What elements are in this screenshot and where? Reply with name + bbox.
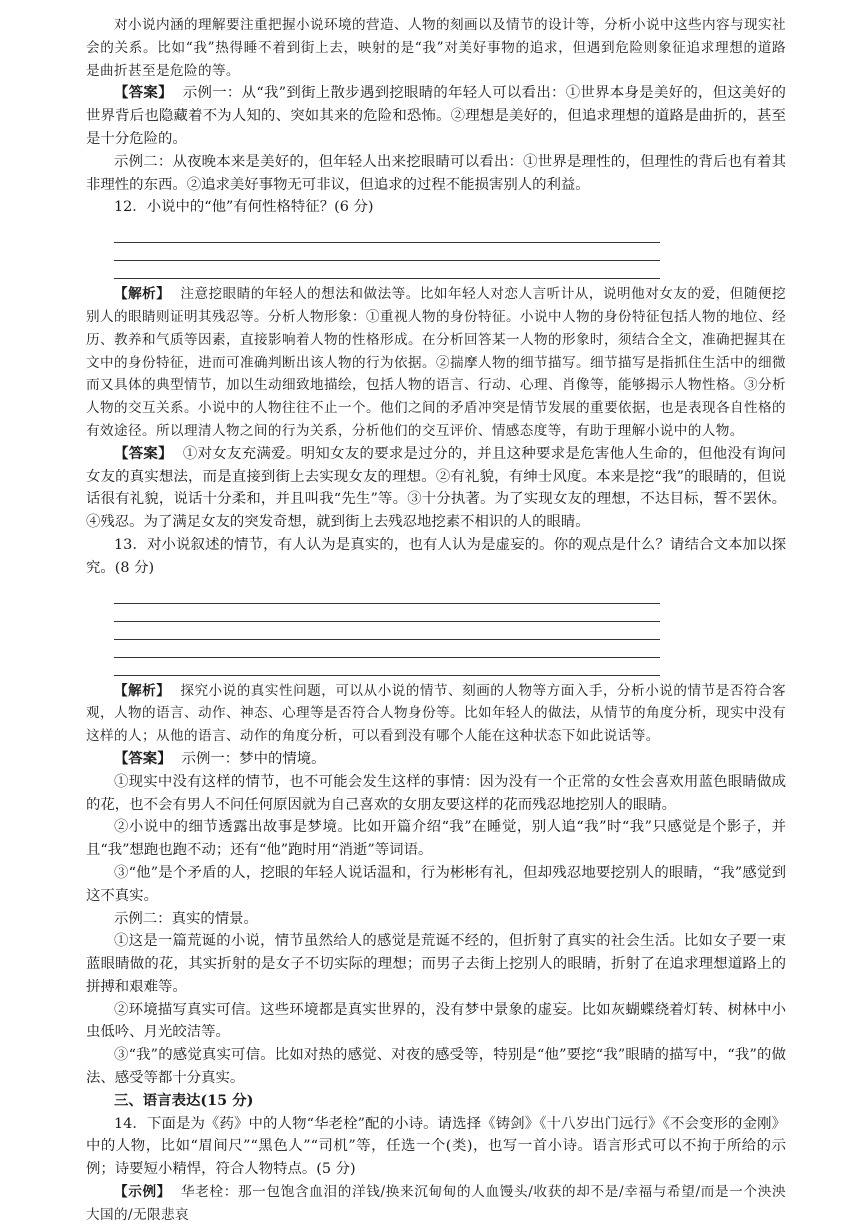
q12-answer xyxy=(86,443,786,534)
q13-example2-head: 示例二：真实的情景。 xyxy=(114,910,258,927)
answer-line xyxy=(114,658,660,676)
q11-answer xyxy=(86,82,786,150)
answer-line xyxy=(114,243,660,261)
answer-line xyxy=(114,586,660,604)
q13-example2-point: ③“我”的感觉真实可信。比如对热的感觉、对夜的感受等，特别是“他”要挖“我”眼睛的描写中，“我”的做法、感受等都十分真实。 xyxy=(86,1047,786,1087)
q13-answer xyxy=(86,748,786,771)
analysis-label: 【 解析 】 xyxy=(114,683,180,699)
section-heading: 三、语言表达(15 分) xyxy=(114,1091,254,1109)
q13-analysis-text: 探究小说的真实性问题，可以从小说的情节、刻画的人物等方面入手，分析小说的情节是否符合客观，人物的语言、动作、神态、心理等是否符合人物身份等。比如年轻人的做法，从情节的角度分析，现实中没有这样的人；从他的语言、动作的角度分析，可以看到没有哪个人能在这种状态下如此说话等。 xyxy=(86,682,786,745)
q12-analysis-text: 注意挖眼睛的年轻人的想法和做法等。比如年轻人对恋人言听计从，说明他对女友的爱，但随便挖别人的眼睛则证明其残忍等。分析人物形象：①重视人物的身份特征。小说中人物的身份特征包括人物的地位、经历、教养和气质等因素，直接影响着人物的性格形成。在分析回答某一人物的形象时，须结合全文，准确把握其在文中的身份特征，进而可准确判断出该人物的行为依据。②揣摩人物的细节描写。细节描写是指抓住生活中的细微而又具体的典型情节，加以生动细致地描绘，包括人物的语言、行动、心理、肖像等，能够揭示人物性格。③分析人物的交互关系。小说中的人物往往不止一个。他们之间的矛盾冲突是情节发展的重要依据，也是表现各自性格的有效途径。所以理清人物之间的行为关系，分析他们的交互评价、情感态度等，有助于理解小说中的人物。 xyxy=(86,286,786,439)
q13-question: 13．对小说叙述的情节，有人认为是真实的，也有人认为是虚妄的。你的观点是什么？请结合文本加以探究。(8 分) xyxy=(86,536,786,576)
q14-example-text: 华老栓：那一包饱含血泪的洋钱/换来沉甸甸的人血馒头/收获的却不是/幸福与希望/而是一个泱泱大国的/无限悲哀 xyxy=(86,1184,787,1223)
answer-label: 【 答案 】 xyxy=(114,750,182,767)
answer-label: 【 答案 】 xyxy=(114,84,183,101)
q14-question: 14．下面是为《药》中的人物“华老栓”配的小诗。请选择《铸剑》《十八岁出门远行》《不会变形的金刚》中的人物，比如“眉间尺”“黑色人”“司机”等，任选一个(类)，也写一首小诗。语言形式可以不拘于所给的示例；诗要短小精悍，符合人物特点。(5 分) xyxy=(86,1115,786,1178)
answer-line xyxy=(114,622,660,640)
answer-line xyxy=(114,640,660,658)
answer-label: 【 答案 】 xyxy=(114,445,183,462)
q13-example1-point: ②小说中的细节透露出故事是梦境。比如开篇介绍“我”在睡觉，别人追“我”时“我”只感觉是个影子，并且“我”想跑也跑不动；还有“他”跑时用“消逝”等词语。 xyxy=(86,819,786,859)
answer-line xyxy=(114,225,660,243)
q13-answer-head: 示例一：梦中的情境。 xyxy=(181,750,326,767)
q12-analysis xyxy=(86,283,786,443)
q11-answer-example-1: 示例一：从“我”到街上散步遇到挖眼睛的年轻人可以看出：①世界本身是美好的，但这美好的世界背后也隐藏着不为人知的、突如其来的危险和恐怖。②理想是美好的，但追求理想的道路是曲折的，甚至是十分危险的。 xyxy=(86,85,786,147)
analysis-label: 【 解析 】 xyxy=(114,286,180,302)
q13-example1-point: ③“他”是个矛盾的人，挖眼的年轻人说话温和，行为彬彬有礼，但却残忍地要挖别人的眼睛，“我”感觉到这不真实。 xyxy=(86,864,786,904)
example-label: 【 示例 】 xyxy=(114,1184,181,1200)
q12-question: 12．小说中的“他”有何性格特征？(6 分) xyxy=(114,199,374,216)
q11-analysis-text: 对小说内涵的理解要注重把握小说环境的营造、人物的刻画以及情节的设计等，分析小说中这些内容与现实社会的关系。比如“我”热得睡不着到街上去，映射的是“我”对美好事物的追求，但遇到危险则象征追求理想的道路是曲折甚至是危险的等。 xyxy=(86,17,786,79)
q13-answer-lines[interactable] xyxy=(114,580,660,680)
q11-answer-example-2: 示例二：从夜晚本来是美好的，但年轻人出来挖眼睛可以看出：①世界是理性的，但理性的背后也有着其非理性的东西。②追求美好事物无可非议，但追求的过程不能损害别人的利益。 xyxy=(86,153,786,193)
q13-analysis xyxy=(86,680,786,748)
q13-example2-point: ①这是一篇荒诞的小说，情节虽然给人的感觉是荒诞不经的，但折射了真实的社会生活。比如女子要一束蓝眼睛做的花，其实折射的是女子不切实际的理想；而男子去街上挖别人的眼睛，折射了在追求理想道路上的拼搏和艰难等。 xyxy=(86,933,786,995)
q12-answer-lines[interactable] xyxy=(114,219,660,283)
q14-example xyxy=(86,1181,786,1227)
q13-example2-point: ②环境描写真实可信。这些环境都是真实世界的，没有梦中景象的虚妄。比如灰蝴蝶绕着灯转、树林中小虫低吟、月光皎洁等。 xyxy=(86,1001,786,1041)
answer-line xyxy=(114,261,660,279)
document-page xyxy=(86,14,786,1227)
answer-line xyxy=(114,604,660,622)
q13-example1-point: ①现实中没有这样的情节，也不可能会发生这样的事情：因为没有一个正常的女性会喜欢用蓝色眼睛做成的花，也不会有男人不问任何原因就为自己喜欢的女朋友要这样的花而残忍地挖别人的眼睛。 xyxy=(86,773,786,813)
q12-answer-text: ①对女友充满爱。明知女友的要求是过分的，并且这种要求是危害他人生命的，但他没有询问女友的真实想法，而是直接到街上去实现女友的理想。②有礼貌，有绅士风度。本来是挖“我”的眼睛的，但说话很有礼貌，说话十分柔和，并且叫我“先生”等。③十分执著。为了实现女友的理想，不达目标，誓不罢休。④残忍。为了满足女友的突发奇想，就到街上去残忍地挖素不相识的人的眼睛。 xyxy=(86,445,786,531)
